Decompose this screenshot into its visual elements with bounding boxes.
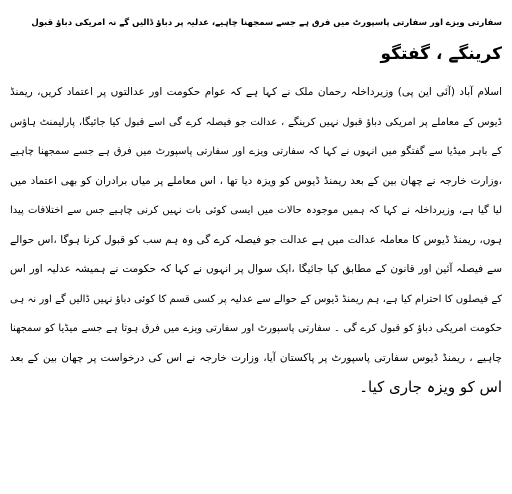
body-line: اسلام آباد (آئی این پی) وزیرداخلہ رحمان ملک نے کہا ہے کہ عوام حکومت اور عدالتوں پر اعتماد کریں، ریمنڈ <box>10 86 502 98</box>
body-line: حکومت امریکی دباؤ کو قبول کرے گی ۔ سفارتی پاسپورٹ اور سفارتی ویزے میں فرق ہوتا ہے جسے میڈیا کو سمجھنا <box>10 323 502 334</box>
body-line: ،وزارت خارجہ نے چھان بین کے بعد ریمنڈ ڈیوس کو ویزہ دیا تھا ، اس معاملے پر میاں برادران کو بھی اعتماد میں <box>10 174 502 187</box>
body-line: کے فیصلوں کا احترام کیا ہے، ہم ریمنڈ ڈیوس کے حوالے سے عدلیہ پر کسی قسم کا کوئی دباؤ نہیں ڈالیں گے اور نہ ہی <box>10 293 502 305</box>
body-line: کے باہر میڈیا سے گفتگو میں انہوں نے کہا کہ سفارتی ویزے اور سفارتی پاسپورٹ میں فرق ہے جسے سمجھنا چاہیے <box>10 146 502 157</box>
headline-line: سفارتی ویزے اور سفارتی پاسپورٹ میں فرق ہے جسے سمجھنا چاہیے، عدلیہ پر دباؤ ڈالیں گے نہ امریکی دباؤ قبول <box>31 18 502 28</box>
body-line: چاہیے ، ریمنڈ ڈیوس سفارتی پاسپورٹ پر پاکستان آیا، وزارت خارجہ نے اس کی درخواست پر چھان بین کے بعد <box>10 351 502 364</box>
body-line: اس کو ویزہ جاری کیا۔ <box>359 378 502 396</box>
body-line: ڈیوس کے معاملے پر امریکی دباؤ قبول نہیں کرینگے ، عدالت جو فیصلہ کرے گی اسے قبول کیا جائیگا، پارلیمنٹ ہاؤس <box>10 116 502 128</box>
headline-line: کرینگے ، گفتگو <box>380 44 502 64</box>
body-line: ہوں، ریمنڈ ڈیوس کا معاملہ عدالت میں ہے عدالت جو فیصلہ کرے گی وہ ہم سب کو قبول کرنا ہوگا ،اس حوالے <box>10 233 502 246</box>
article-body <box>10 78 502 403</box>
body-line: سے فیصلہ آئین اور قانون کے مطابق کیا جائیگا ،ایک سوال پر انہوں نے کہا کہ حکومت نے ہمیشہ عدلیہ اور اس <box>10 263 502 275</box>
body-line: لیا گیا ہے، وزیرداخلہ نے کہا کہ ہمیں موجودہ حالات میں ایسی کوئی بات نہیں کرنی چاہیے جس سے اختلافات پیدا <box>10 205 502 216</box>
article-headline <box>10 8 502 70</box>
